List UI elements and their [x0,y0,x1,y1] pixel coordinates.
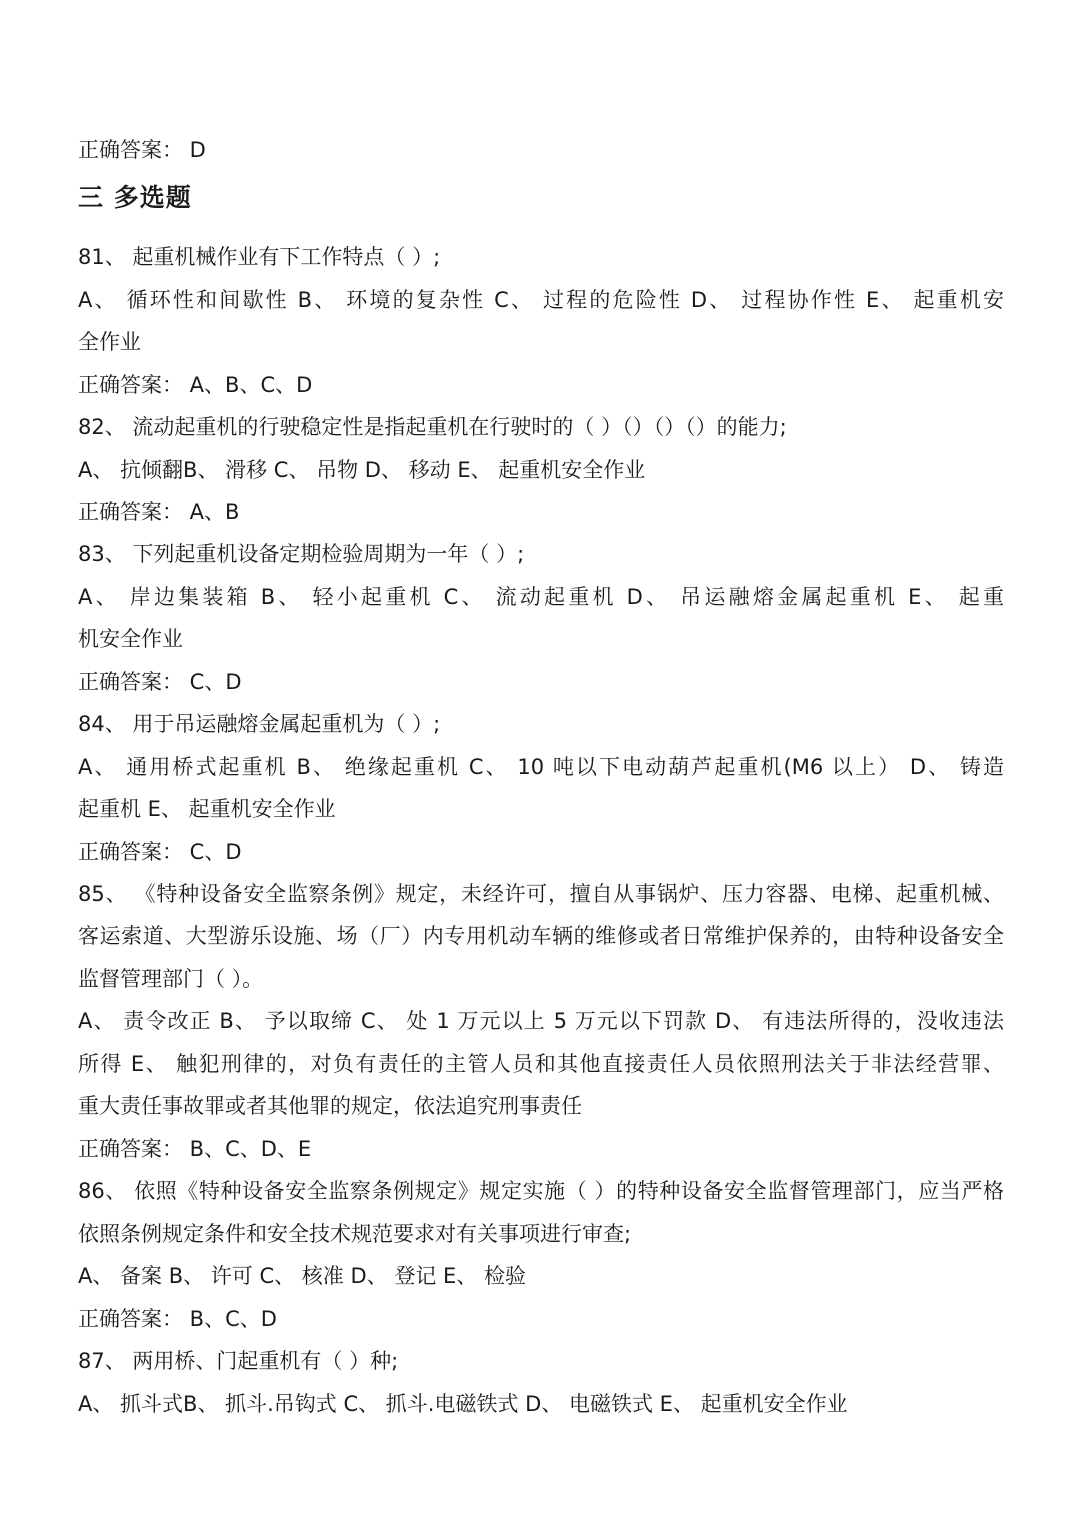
q85-options-line2: 所得 E、 触犯刑律的，对负有责任的主管人员和其他直接责任人员依照刑法关于非法经营罪、 [78,1052,1004,1076]
q84-options-line2: 起重机 E、 起重机安全作业 [78,797,336,821]
q84-question: 84、 用于吊运融熔金属起重机为（ ）; [78,712,441,736]
q82-answer: 正确答案： A、B [78,500,240,524]
q86-answer: 正确答案： B、C、D [78,1307,277,1331]
q85-options-line3: 重大责任事故罪或者其他罪的规定，依法追究刑事责任 [78,1094,582,1118]
q85-question-line2: 客运索道、大型游乐设施、场（厂）内专用机动车辆的维修或者日常维护保养的，由特种设备安全 [78,924,1004,948]
section-heading: 三 多选题 [78,183,192,212]
q85-answer: 正确答案： B、C、D、E [78,1137,312,1161]
q86-question-line1: 86、 依照《特种设备安全监察条例规定》规定实施（ ）的特种设备安全监督管理部门，应当严格 [78,1179,1004,1203]
q84-options-line1: A、 通用桥式起重机 B、 绝缘起重机 C、 10 吨以下电动葫芦起重机(M6 以上） D、 铸造 [78,755,1004,779]
q85-options-line1: A、 责令改正 B、 予以取缔 C、 处 1 万元以上 5 万元以下罚款 D、 有违法所得的，没收违法 [78,1009,1004,1033]
q83-question: 83、 下列起重机设备定期检验周期为一年（ ）; [78,542,525,566]
q86-options-line1: A、 备案 B、 许可 C、 核准 D、 登记 E、 检验 [78,1264,526,1288]
previous-answer: 正确答案： D [78,138,206,162]
q83-options-line2: 机安全作业 [78,627,183,651]
q83-answer: 正确答案： C、D [78,670,242,694]
q81-options-line2: 全作业 [78,330,141,354]
q87-question: 87、 两用桥、门起重机有（ ）种; [78,1349,399,1373]
q81-question: 81、 起重机械作业有下工作特点（ ）; [78,245,441,269]
q87-options-line1: A、 抓斗式B、 抓斗.吊钩式 C、 抓斗.电磁铁式 D、 电磁铁式 E、 起重机安全作业 [78,1392,848,1416]
q82-question: 82、 流动起重机的行驶稳定性是指起重机在行驶时的（ ）（）（）（）的能力; [78,415,787,439]
q85-question-line1: 85、 《特种设备安全监察条例》规定，未经许可，擅自从事锅炉、压力容器、电梯、起重机械、 [78,882,1004,906]
q85-question-line3: 监督管理部门（ ）。 [78,967,264,991]
q81-options-line1: A、 循环性和间歇性 B、 环境的复杂性 C、 过程的危险性 D、 过程协作性 E、 起重机安 [78,288,1004,312]
q81-answer: 正确答案： A、B、C、D [78,373,313,397]
q82-options-line1: A、 抗倾翻B、 滑移 C、 吊物 D、 移动 E、 起重机安全作业 [78,458,646,482]
q86-question-line2: 依照条例规定条件和安全技术规范要求对有关事项进行审查; [78,1222,632,1246]
q84-answer: 正确答案： C、D [78,840,242,864]
q83-options-line1: A、 岸边集装箱 B、 轻小起重机 C、 流动起重机 D、 吊运融熔金属起重机 E、 起重 [78,585,1004,609]
